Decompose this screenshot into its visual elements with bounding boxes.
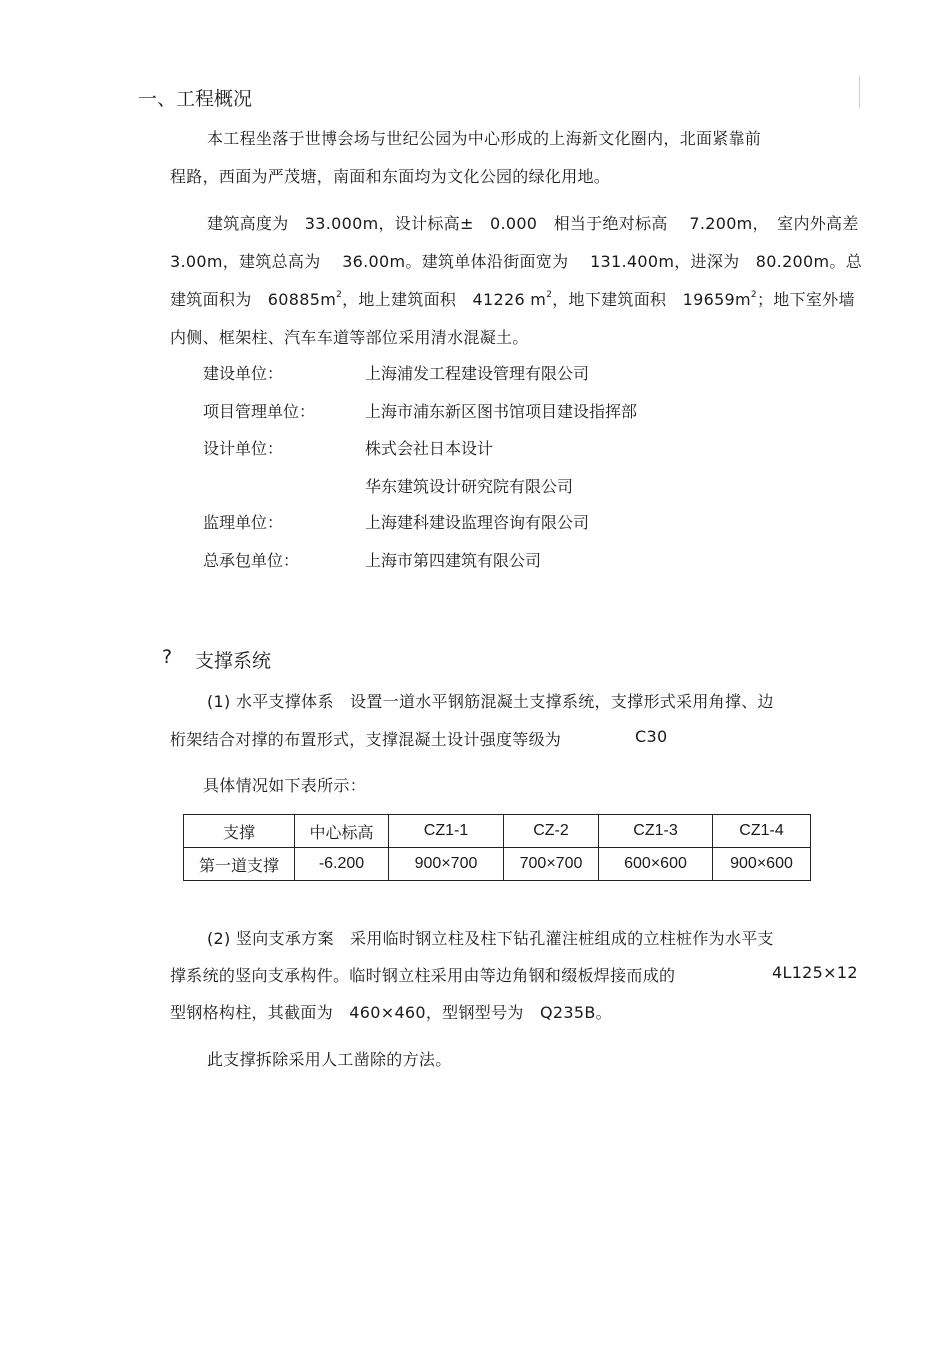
- section-bullet: ?: [162, 646, 173, 668]
- section-heading-support: 支撑系统: [195, 650, 272, 672]
- table-header-cell: 支撑: [184, 815, 295, 848]
- concrete-grade: C30: [635, 727, 668, 746]
- table-header-cell: CZ1-4: [713, 815, 811, 848]
- vertical-support-paragraph-line: 型钢格构柱，其截面为 460×460，型钢型号为 Q235B。: [170, 1003, 612, 1022]
- superscript-2: 2: [750, 290, 757, 300]
- table-row: [184, 848, 811, 881]
- unit-label: 建设单位：: [203, 364, 284, 383]
- unit-label: 项目管理单位：: [203, 402, 316, 421]
- vertical-support-paragraph-line: (2) 竖向支承方案 采用临时钢立柱及柱下钻孔灌注桩组成的立柱桩作为水平支: [207, 929, 774, 948]
- unit-value: 上海市第四建筑有限公司: [365, 551, 542, 570]
- vertical-support-paragraph-line: 撑系统的竖向支承构件。临时钢立柱采用由等边角钢和缀板焊接而成的: [170, 966, 676, 985]
- table-cell: 600×600: [599, 848, 713, 881]
- unit-value: 华东建筑设计研究院有限公司: [365, 477, 574, 496]
- table-header-cell: CZ1-3: [599, 815, 713, 848]
- page-margin-rule: [859, 76, 860, 108]
- dimensions-paragraph-line: 3.00m，建筑总高为 36.00m。建筑单体沿街面宽为 131.400m，进深为 80.200m。总: [170, 252, 862, 271]
- unit-label: 设计单位：: [203, 439, 284, 458]
- superscript-2: 2: [336, 290, 343, 300]
- support-paragraph-line: 桁架结合对撑的布置形式，支撑混凝土设计强度等级为: [170, 730, 562, 749]
- superscript-2: 2: [546, 290, 553, 300]
- table-header-cell: 中心标高: [295, 815, 389, 848]
- section-heading-overview: 一、工程概况: [138, 88, 253, 110]
- support-table: [183, 814, 811, 881]
- unit-label: 监理单位：: [203, 513, 284, 532]
- table-header-cell: CZ1-1: [389, 815, 504, 848]
- area-paragraph-line: 内侧、框架柱、汽车车道等部位采用清水混凝土。: [170, 328, 529, 347]
- table-cell: 第一道支撑: [184, 848, 295, 881]
- removal-paragraph: 此支撑拆除采用人工凿除的方法。: [207, 1050, 452, 1069]
- steel-spec: 4L125×12: [772, 963, 858, 982]
- unit-value: 株式会社日本设计: [365, 439, 494, 458]
- table-cell: -6.200: [295, 848, 389, 881]
- unit-value: 上海市浦东新区图书馆项目建设指挥部: [365, 402, 638, 421]
- table-header-row: [184, 815, 811, 848]
- table-cell: 900×700: [389, 848, 504, 881]
- unit-value: 上海建科建设监理咨询有限公司: [365, 513, 590, 532]
- overview-paragraph-line: 本工程坐落于世博会场与世纪公园为中心形成的上海新文化圈内，北面紧靠前: [207, 129, 762, 148]
- table-intro: 具体情况如下表所示：: [203, 776, 367, 795]
- area-paragraph-line: 建筑面积为 $60885m^2$，地上建筑面积 41226 $m^2$，地下建筑面积 $19659m^2$；地下室外墙: [170, 290, 855, 309]
- table-cell: 700×700: [504, 848, 599, 881]
- table-cell: 900×600: [713, 848, 811, 881]
- support-paragraph-line: (1) 水平支撑体系 设置一道水平钢筋混凝土支撑系统，支撑形式采用角撑、边: [207, 692, 774, 711]
- unit-label: 总承包单位：: [203, 551, 300, 570]
- unit-value: 上海浦发工程建设管理有限公司: [365, 364, 590, 383]
- dimensions-paragraph-line: 建筑高度为 33.000m，设计标高± 0.000 相当于绝对标高 7.200m， 室内外高差: [207, 214, 859, 233]
- overview-paragraph-line: 程路，西面为严茂塘，南面和东面均为文化公园的绿化用地。: [170, 167, 611, 186]
- table-header-cell: CZ-2: [504, 815, 599, 848]
